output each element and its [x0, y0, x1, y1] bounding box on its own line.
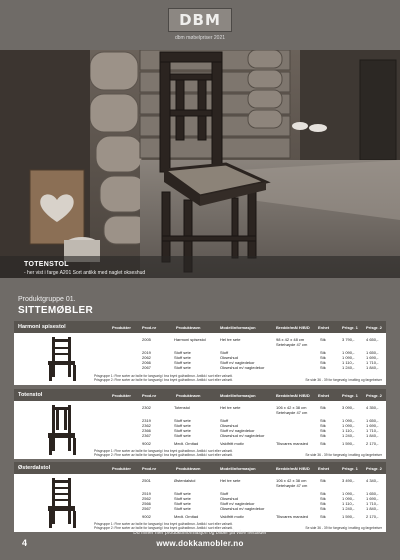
page-number: 4	[22, 538, 28, 548]
section-name: Totenstol	[18, 392, 43, 398]
price-section-osterdalstol	[14, 462, 386, 532]
col-header: Produktnavn	[176, 466, 201, 471]
table-row: 2519 Stoff sete Stoff Stk 1 090,- 1 650,-	[142, 491, 379, 496]
col-header: Produktnavn	[176, 325, 201, 330]
table-row: 2501 Østerdalstol Hel tre sete 106 x 42 x 38 cm Stk 3 490,- 4 340,-	[142, 478, 379, 483]
col-header: Produkter	[112, 466, 131, 471]
header-tagline: dbm møbelpriser 2021	[174, 35, 226, 41]
col-header: Bredde/mål H/B/D	[276, 393, 310, 398]
table-row: 2319 Stoff sete Stoff Stk 1 090,- 1 650,-	[142, 418, 379, 423]
col-header: Modellinformasjon	[220, 325, 256, 330]
table-row: 2566 Stoff sete Stoff m/ nagledekor Stk 1 110,- 1 710,-	[142, 501, 379, 506]
col-header: Produktnavn	[176, 393, 201, 398]
col-header: Prod.nr	[142, 325, 157, 330]
table-row: 2062 Stoff sete Okseshud Stk 1 090,- 1 690,-	[142, 355, 379, 360]
footer-text: Du finner mer produktinformasjon og bilder på våre nettsider	[133, 530, 267, 536]
table-row: 2366 Stoff sete Stoff m/ nagledekor Stk 1 110,- 1 710,-	[142, 428, 379, 433]
color-note: Se side 36 - 39 for fargevalg i malting og fargebeiser	[305, 453, 382, 457]
price-note: Prisgruppe 1: Fine sorter av bolle for langvarig i bra brynt gul/rødbrun. Antikk i sort eller valnøtt.	[94, 449, 233, 453]
col-header: Produkter	[112, 393, 131, 398]
table-row: 2302 Totenstol Hel tre sete 106 x 42 x 38 cm Stk 3 090,- 4 350,-	[142, 405, 379, 410]
col-header: Prisgr. 1	[342, 393, 358, 398]
section-header	[14, 389, 386, 401]
caption-title: TOTENSTOL	[24, 261, 69, 268]
section-body	[14, 401, 386, 459]
table-row: Setehøyde 47 cm	[276, 342, 308, 347]
col-header: Bredde/mål H/B/D	[276, 466, 310, 471]
price-section-totenstol	[14, 389, 386, 459]
col-header: Enhet	[318, 393, 330, 398]
color-note: Se side 36 - 39 for fargevalg i malting og fargebeiser	[305, 378, 382, 382]
col-header: Prisgr. 1	[342, 466, 358, 471]
price-note: Prisgruppe 2: Fine sorter av bolle for langvarig i bra brynt gul/rødbrun. Antikk i sort eller valnøtt.	[94, 453, 233, 457]
section-name: Harmoni spisestol	[18, 324, 66, 330]
price-section-harmoni	[14, 321, 386, 385]
footer-website-link[interactable]: www.dokkamobler.no	[156, 539, 244, 548]
col-header: Enhet	[318, 466, 330, 471]
table-row: 2567 Stoff sete Okseshud m/ nagledekor Stk 1 240,- 1 840,-	[142, 506, 379, 511]
table-row: 2562 Stoff sete Okseshud Stk 1 090,- 1 690,-	[142, 496, 379, 501]
section-body	[14, 333, 386, 385]
table-row: 2019 Stoff sete Stoff Stk 1 090,- 1 650,-	[142, 350, 379, 355]
col-header: Enhet	[318, 325, 330, 330]
price-note: Prisgruppe 2: Fine sorter av bolle for langvarig i bra brynt gul/rødbrun. Antikk i sort eller valnøtt.	[94, 378, 233, 382]
price-note: Prisgruppe 2: Fine sorter av bolle for langvarig i bra brynt gul/rødbrun. Antikk i sort eller valnøtt.	[94, 526, 233, 530]
product-group-label: Produktgruppe 01.	[18, 296, 76, 303]
color-note: Se side 36 - 39 for fargevalg i malting og fargebeiser	[305, 526, 382, 530]
product-group-title: SITTEMØBLER	[18, 305, 93, 316]
col-header: Prisgr. 2	[366, 393, 382, 398]
col-header: Modellinformasjon	[220, 393, 256, 398]
table-row: Setehøyde 47 cm	[276, 410, 308, 415]
section-body	[14, 474, 386, 532]
section-header	[14, 462, 386, 474]
col-header: Prod.nr	[142, 466, 157, 471]
price-note: Prisgruppe 1: Fine sorter av bolle for langvarig i bra brynt gul/rødbrun. Antikk i sort eller valnøtt.	[94, 374, 233, 378]
col-header: Prisgr. 1	[342, 325, 358, 330]
col-header: Prod.nr	[142, 393, 157, 398]
hero-photo	[0, 50, 400, 278]
dbm-logo: DBM	[168, 8, 232, 32]
caption-subtitle: - her vist i farge A201 Sort antikk med naglet okseshud	[24, 270, 146, 276]
table-row: 9002 Medt. Ornitad Valdfritt motiv Tilsvares mansied Stk 1 590,- 2 170,-	[142, 441, 379, 446]
table-row: Setehøyde 47 cm	[276, 483, 308, 488]
table-row: 2367 Stoff sete Okseshud m/ nagledekor Stk 1 240,- 1 840,-	[142, 433, 379, 438]
table-row: 2005 Harmoni spisestol Hel tre sete 98 x 42 x 48 cm Stk 3 790,- 4 650,-	[142, 337, 379, 342]
section-header	[14, 321, 386, 333]
col-header: Bredde/mål H/B/D	[276, 325, 310, 330]
section-name: Østerdalstol	[18, 465, 51, 471]
col-header: Modellinformasjon	[220, 466, 256, 471]
col-header: Produkter	[112, 325, 131, 330]
col-header: Prisgr. 2	[366, 325, 382, 330]
price-note: Prisgruppe 1: Fine sorter av bolle for langvarig i bra brynt gul/rødbrun. Antikk i sort eller valnøtt.	[94, 522, 233, 526]
page-header	[0, 0, 400, 48]
table-row: 2066 Stoff sete Stoff m/ nagledekor Stk 1 110,- 1 710,-	[142, 360, 379, 365]
table-row: 9002 Medt. Ornitad Valdfritt motiv Tilsvares mansied Stk 1 590,- 2 170,-	[142, 514, 379, 519]
table-row: 2067 Stoff sete Okseshud m/ nagledekor Stk 1 240,- 1 840,-	[142, 365, 379, 370]
col-header: Prisgr. 2	[366, 466, 382, 471]
table-row: 2362 Stoff sete Okseshud Stk 1 090,- 1 690,-	[142, 423, 379, 428]
